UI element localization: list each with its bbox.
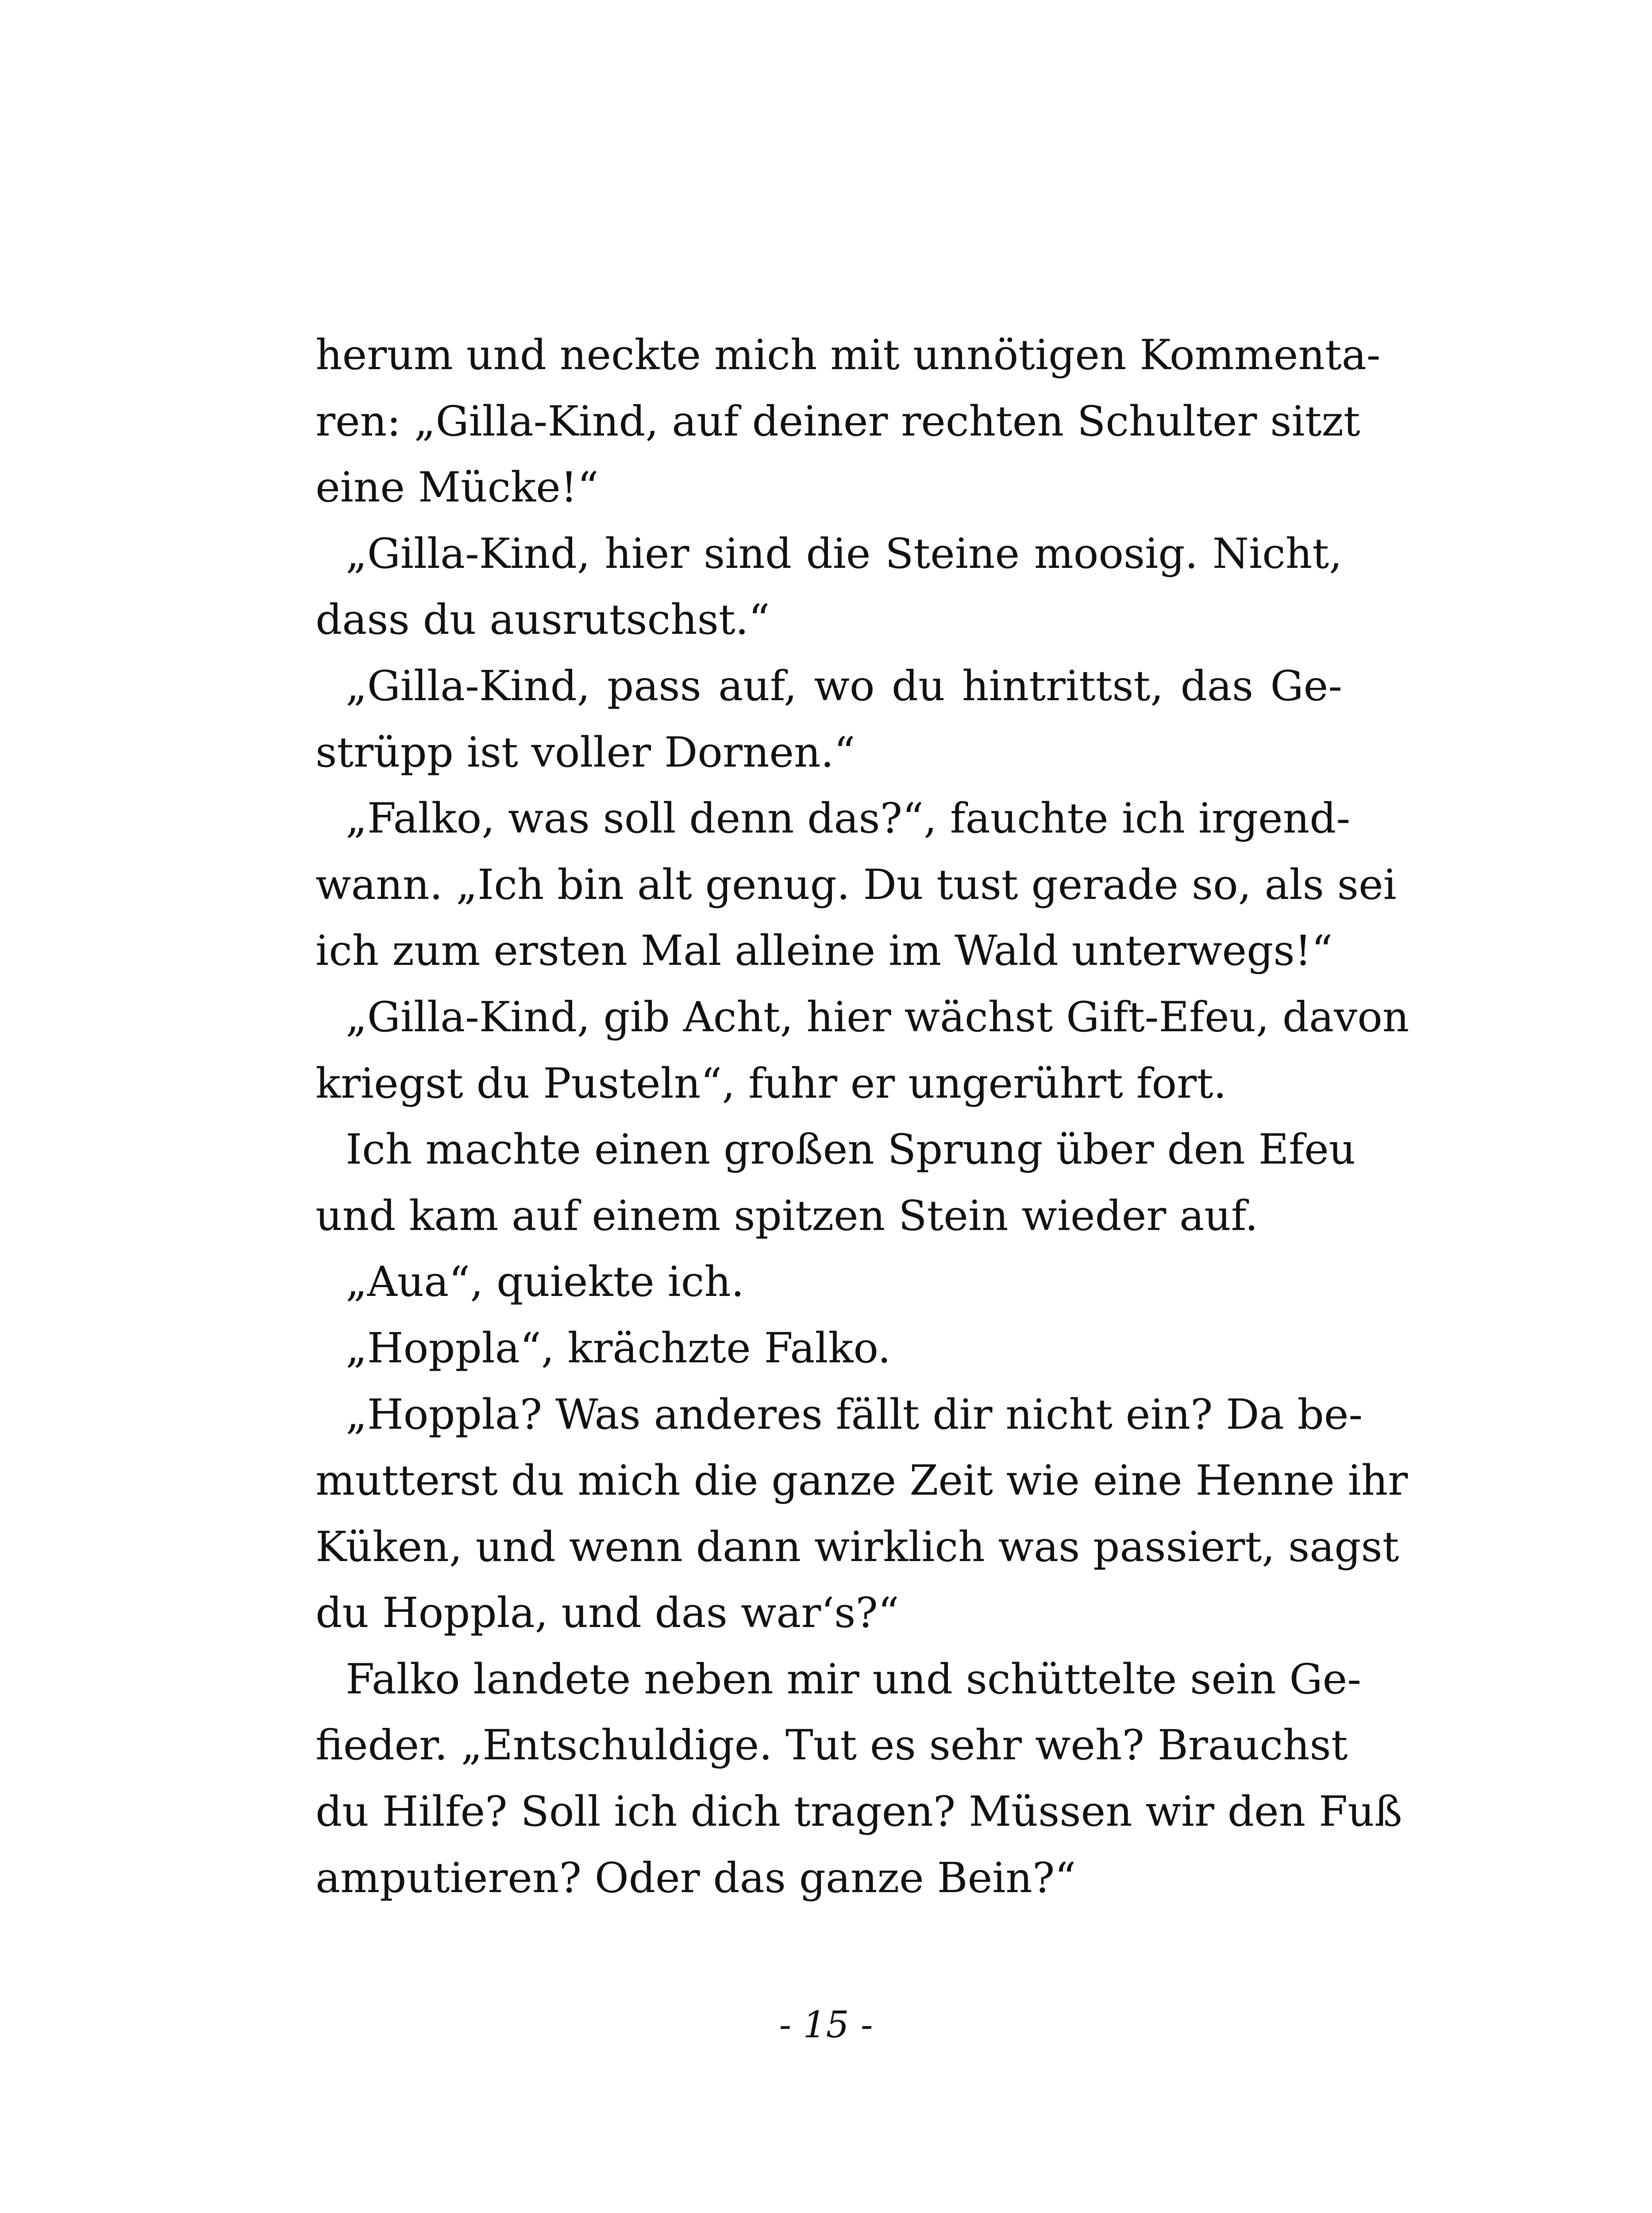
text-line: du Hilfe? Soll ich dich tragen? Müssen wir den Fuß xyxy=(316,1788,1402,1836)
text-line: „Hoppla? Was anderes fällt dir nicht ein? Da be- xyxy=(346,1390,1363,1439)
text-line: kriegst du Pusteln“, fuhr er ungerührt fort. xyxy=(316,1059,1227,1108)
text-line: ren: „Gilla-Kind, auf deiner rechten Schulter sitzt xyxy=(316,397,1360,446)
text-line: ich zum ersten Mal alleine im Wald unterwegs!“ xyxy=(316,927,1333,975)
text-line: Ich machte einen großen Sprung über den Efeu xyxy=(346,1126,1356,1174)
text-line: „Gilla-Kind, gib Acht, hier wächst Gift-Efeu, davon xyxy=(346,993,1409,1041)
text-line: „Gilla-Kind, pass auf, wo du hintrittst, das Ge- xyxy=(346,662,1342,710)
text-line: und kam auf einem spitzen Stein wieder auf. xyxy=(316,1191,1259,1240)
text-line: strüpp ist voller Dornen.“ xyxy=(316,728,855,777)
text-line: fieder. „Entschuldige. Tut es sehr weh? Brauchst xyxy=(316,1721,1348,1770)
page-number: - 15 - xyxy=(779,2004,873,2046)
text-line: „Hoppla“, krächzte Falko. xyxy=(346,1324,891,1373)
text-line: du Hoppla, und das war‘s?“ xyxy=(316,1589,899,1638)
text-line: amputieren? Oder das ganze Bein?“ xyxy=(316,1854,1076,1902)
body-text xyxy=(316,322,1409,1911)
text-line: „Gilla-Kind, hier sind die Steine moosig. Nicht, xyxy=(346,529,1342,578)
text-line: Küken, und wenn dann wirklich was passiert, sagst xyxy=(316,1523,1399,1571)
text-line: mutterst du mich die ganze Zeit wie eine Henne ihr xyxy=(316,1457,1408,1505)
text-line: „Falko, was soll denn das?“, fauchte ich irgend- xyxy=(346,794,1351,843)
text-line: wann. „Ich bin alt genug. Du tust gerade so, als sei xyxy=(316,860,1397,909)
text-line: herum und neckte mich mit unnötigen Kommenta- xyxy=(316,331,1381,379)
text-line: eine Mücke!“ xyxy=(316,463,599,512)
text-line: Falko landete neben mir und schüttelte sein Ge- xyxy=(346,1655,1361,1704)
text-line: „Aua“, quiekte ich. xyxy=(346,1258,744,1307)
text-line: dass du ausrutschst.“ xyxy=(316,596,770,644)
